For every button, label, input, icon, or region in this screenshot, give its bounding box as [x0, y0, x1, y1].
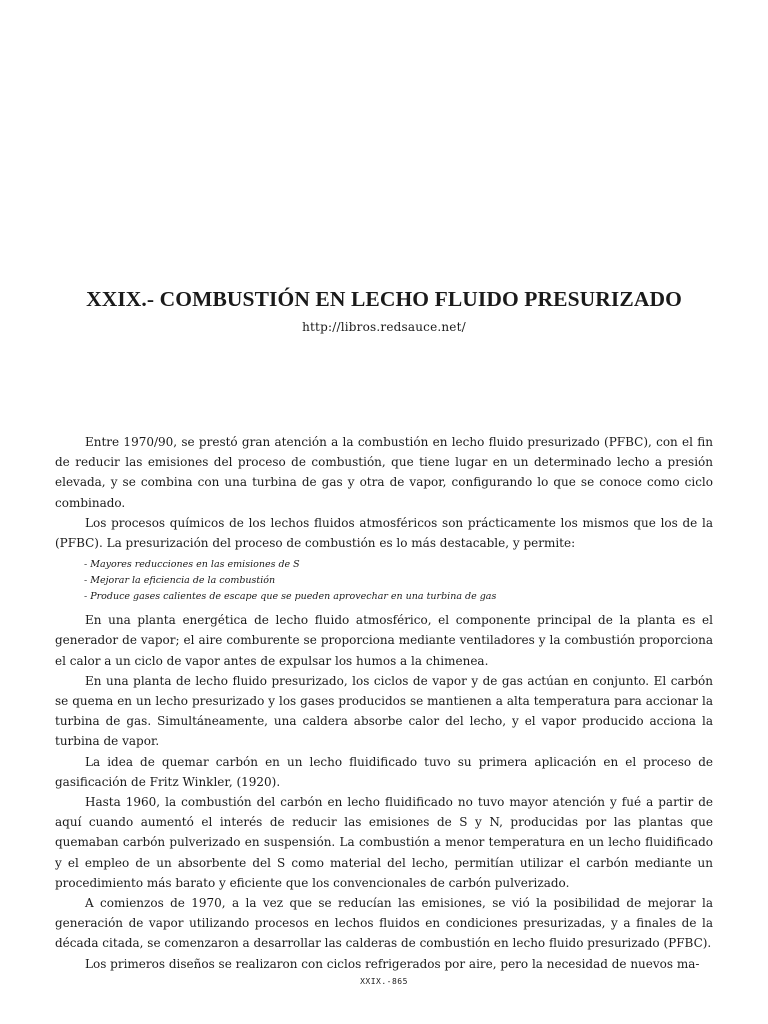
advantages-list [84, 557, 713, 605]
list-item: - Produce gases calientes de escape que se pueden aprovechar en una turbina de gas [84, 591, 497, 603]
paragraph: En una planta energética de lecho fluido atmosférico, el componente principal de la planta es el generador de vapor; el aire comburente se proporciona mediante ventiladores y la combustión proporciona el calor a un ciclo de vapor antes de expulsar los humos a la chimenea. [55, 613, 713, 668]
paragraph: En una planta de lecho fluido presurizado, los ciclos de vapor y de gas actúan en conjunto. El carbón se quema en un lecho presurizado y los gases producidos se mantienen a alta temperatura para accionar la turbina de gas. Simultáneamente, una caldera absorbe calor del lecho, y el vapor producido acciona la turbina de vapor. [55, 673, 713, 749]
paragraph: Entre 1970/90, se prestó gran atención a la combustión en lecho fluido presurizado (PFBC), con el fin de reducir las emisiones del proceso de combustión, que tiene lugar en un determinado lecho a presión elevada, y se combina con una turbina de gas y otra de vapor, configurando lo que se conoce como ciclo combinado. [55, 435, 713, 510]
paragraph: Los procesos químicos de los lechos fluidos atmosféricos son prácticamente los mismos que los de la (PFBC). La presurización del proceso de combustión es lo más destacable, y permite: [55, 515, 713, 551]
body-text [55, 432, 713, 974]
list-item: - Mejorar la eficiencia de la combustión [84, 575, 276, 587]
page-title: XXIX.- COMBUSTIÓN EN LECHO FLUIDO PRESURIZADO [86, 287, 682, 311]
paragraph: A comienzos de 1970, a la vez que se reducían las emisiones, se vió la posibilidad de mejorar la generación de vapor utilizando procesos en lechos fluidos en condiciones presurizadas, y a finales de la década citada, se comenzaron a desarrollar las calderas de combustión en lecho fluido presurizado (PFBC). [55, 896, 713, 951]
page-number: XXIX.-865 [360, 977, 408, 986]
paragraph: Los primeros diseños se realizaron con ciclos refrigerados por aire, pero la necesidad de nuevos ma- [85, 956, 700, 971]
source-url: http://libros.redsauce.net/ [302, 320, 466, 334]
paragraph: Hasta 1960, la combustión del carbón en lecho fluidificado no tuvo mayor atención y fué a partir de aquí cuando aumentó el interés de reducir las emisiones de S y N, producidas por las plantas que quemaban carbón pulverizado en suspensión. La combustión a menor temperatura en un lecho fluidificado y el empleo de un absorbente del S como material del lecho, permitían utilizar el carbón mediante un procedimiento más barato y eficiente que los convencionales de carbón pulverizado. [55, 795, 713, 890]
list-item: - Mayores reducciones en las emisiones de S [84, 559, 300, 571]
paragraph: La idea de quemar carbón en un lecho fluidificado tuvo su primera aplicación en el proceso de gasificación de Fritz Winkler, (1920). [55, 754, 713, 789]
